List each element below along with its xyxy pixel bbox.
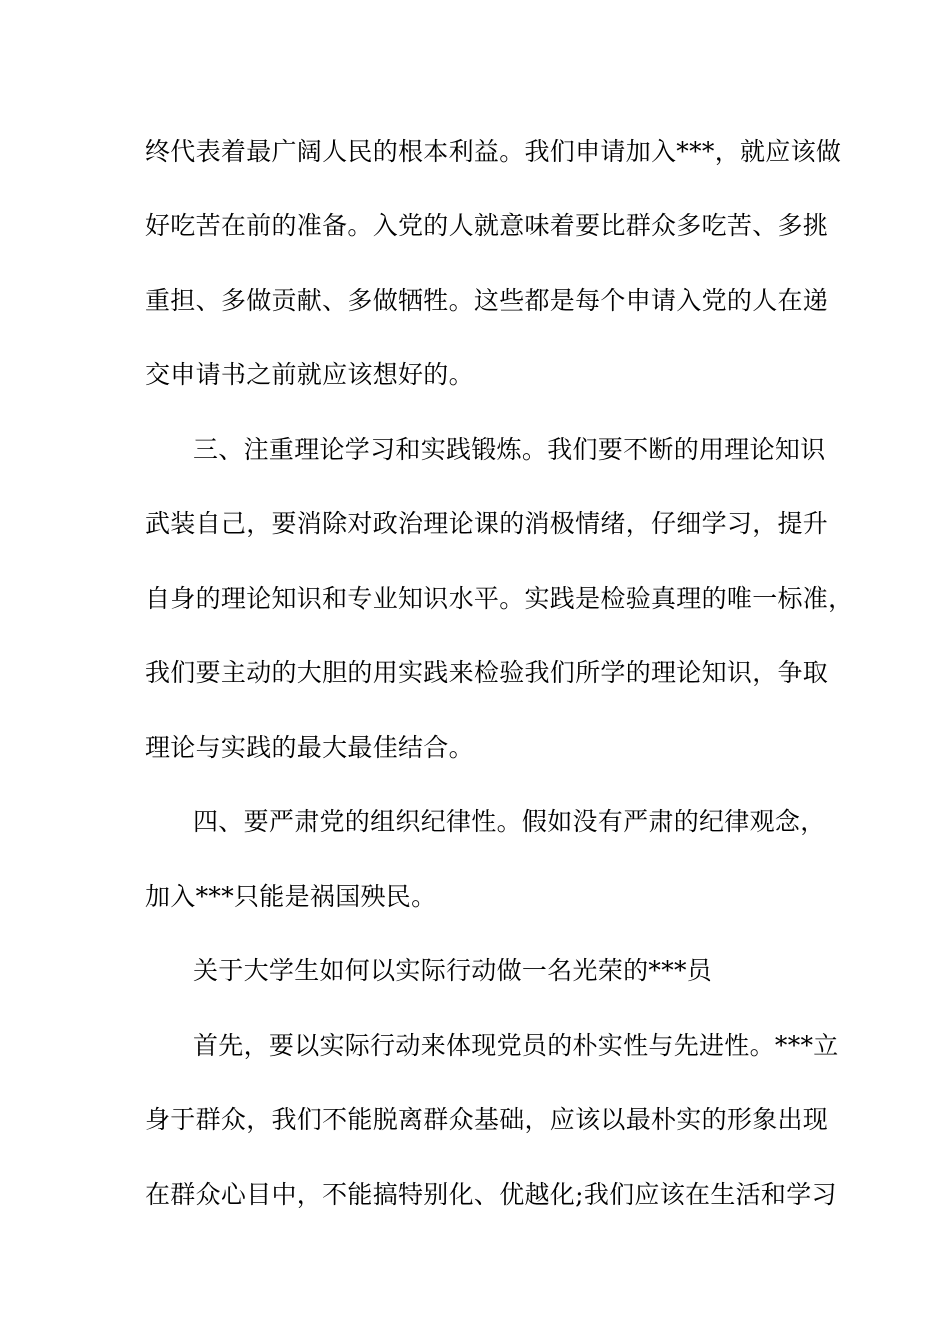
text-line: 三、注重理论学习和实践锻炼。我们要不断的用理论知识 — [193, 435, 826, 464]
text-line: 我们要主动的大胆的用实践来检验我们所学的理论知识，争取 — [145, 658, 829, 687]
text-line: 终代表着最广阔人民的根本利益。我们申请加入***，就应该做 — [145, 137, 842, 166]
text-line: 理论与实践的最大最佳结合。 — [145, 733, 474, 762]
text-line: 交申请书之前就应该想好的。 — [145, 360, 474, 389]
text-line: 四、要严肃党的组织纪律性。假如没有严肃的纪律观念， — [193, 807, 826, 836]
text-line: 重担、多做贡献、多做牺牲。这些都是每个申请入党的人在递 — [145, 286, 829, 315]
text-line: 首先，要以实际行动来体现党员的朴实性与先进性。***立 — [193, 1031, 839, 1060]
text-line: 在群众心目中，不能搞特别化、优越化;我们应该在生活和学习 — [145, 1180, 837, 1209]
text-line: 好吃苦在前的准备。入党的人就意味着要比群众多吃苦、多挑 — [145, 211, 829, 240]
text-line: 身于群众，我们不能脱离群众基础，应该以最朴实的形象出现 — [145, 1105, 829, 1134]
text-line: 加入***只能是祸国殃民。 — [145, 882, 437, 911]
section-heading: 关于大学生如何以实际行动做一名光荣的***员 — [193, 956, 713, 985]
text-line: 自身的理论知识和专业知识水平。实践是检验真理的唯一标准， — [145, 584, 854, 613]
text-line: 武装自己，要消除对政治理论课的消极情绪，仔细学习，提升 — [145, 509, 829, 538]
